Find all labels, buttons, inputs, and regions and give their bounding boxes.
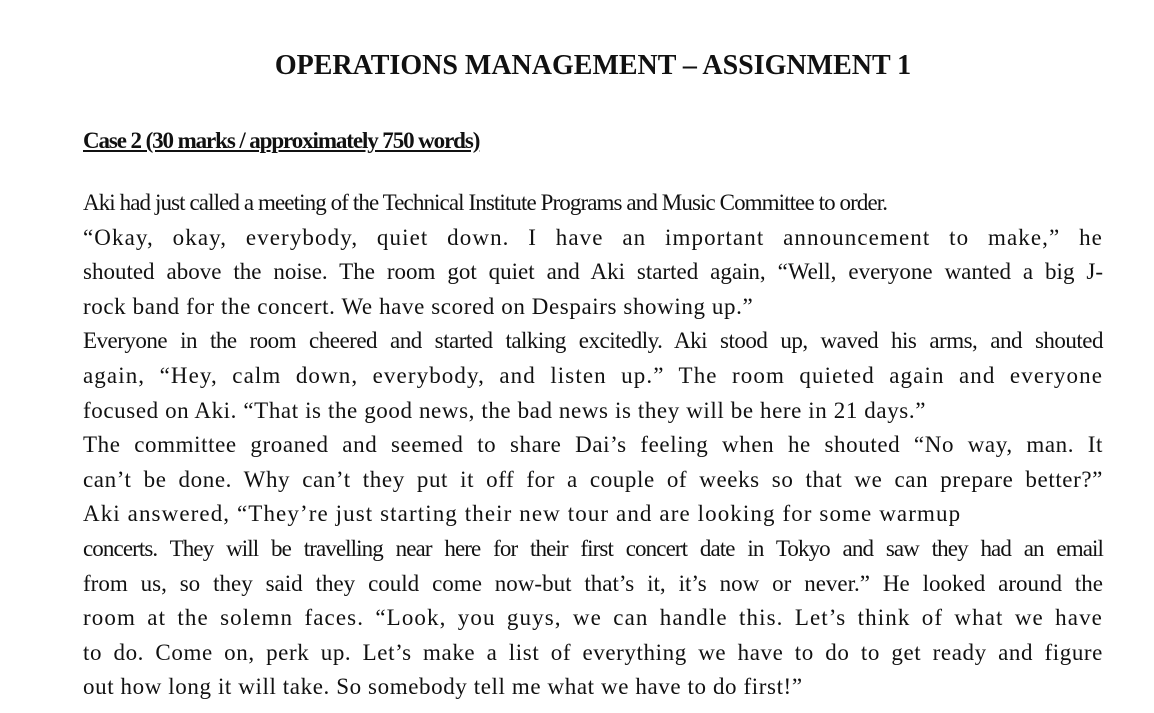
body-line: shouted above the noise. The room got quiet and Aki started again, “Well, everyone wanted a big J-: [83, 259, 1103, 285]
body-line: The committee groaned and seemed to share Dai’s feeling when he shouted “No way, man. It: [83, 432, 1103, 458]
body-line: out how long it will take. So somebody tell me what we have to do first!”: [83, 674, 803, 700]
body-line: Aki answered, “They’re just starting their new tour and are looking for some warmup: [83, 501, 962, 527]
document-title: OPERATIONS MANAGEMENT – ASSIGNMENT 1: [274, 50, 912, 81]
body-line: Aki had just called a meeting of the Technical Institute Programs and Music Committee to order.: [83, 190, 888, 215]
body-line: room at the solemn faces. “Look, you guys, we can handle this. Let’s think of what we have: [83, 605, 1103, 631]
body-line: from us, so they said they could come now-but that’s it, it’s now or never.” He looked around the: [83, 570, 1103, 596]
body-line: Everyone in the room cheered and started talking excitedly. Aki stood up, waved his arms, and shouted: [83, 328, 1103, 354]
body-line: “Okay, okay, everybody, quiet down. I have an important announcement to make,” he: [83, 224, 1103, 250]
body-line: focused on Aki. “That is the good news, the bad news is they will be here in 21 days.”: [83, 397, 927, 423]
case-heading: Case 2 (30 marks / approximately 750 words): [83, 128, 480, 153]
body-line: rock band for the concert. We have scored on Despairs showing up.”: [83, 293, 754, 319]
body-line: again, “Hey, calm down, everybody, and listen up.” The room quieted again and everyone: [83, 362, 1103, 388]
body-line: concerts. They will be travelling near here for their first concert date in Tokyo and saw they had an email: [83, 535, 1103, 561]
body-line: can’t be done. Why can’t they put it off for a couple of weeks so that we can prepare better?”: [83, 466, 1103, 492]
case-body: [83, 186, 1103, 705]
body-line: to do. Come on, perk up. Let’s make a list of everything we have to do to get ready and figure: [83, 639, 1103, 665]
